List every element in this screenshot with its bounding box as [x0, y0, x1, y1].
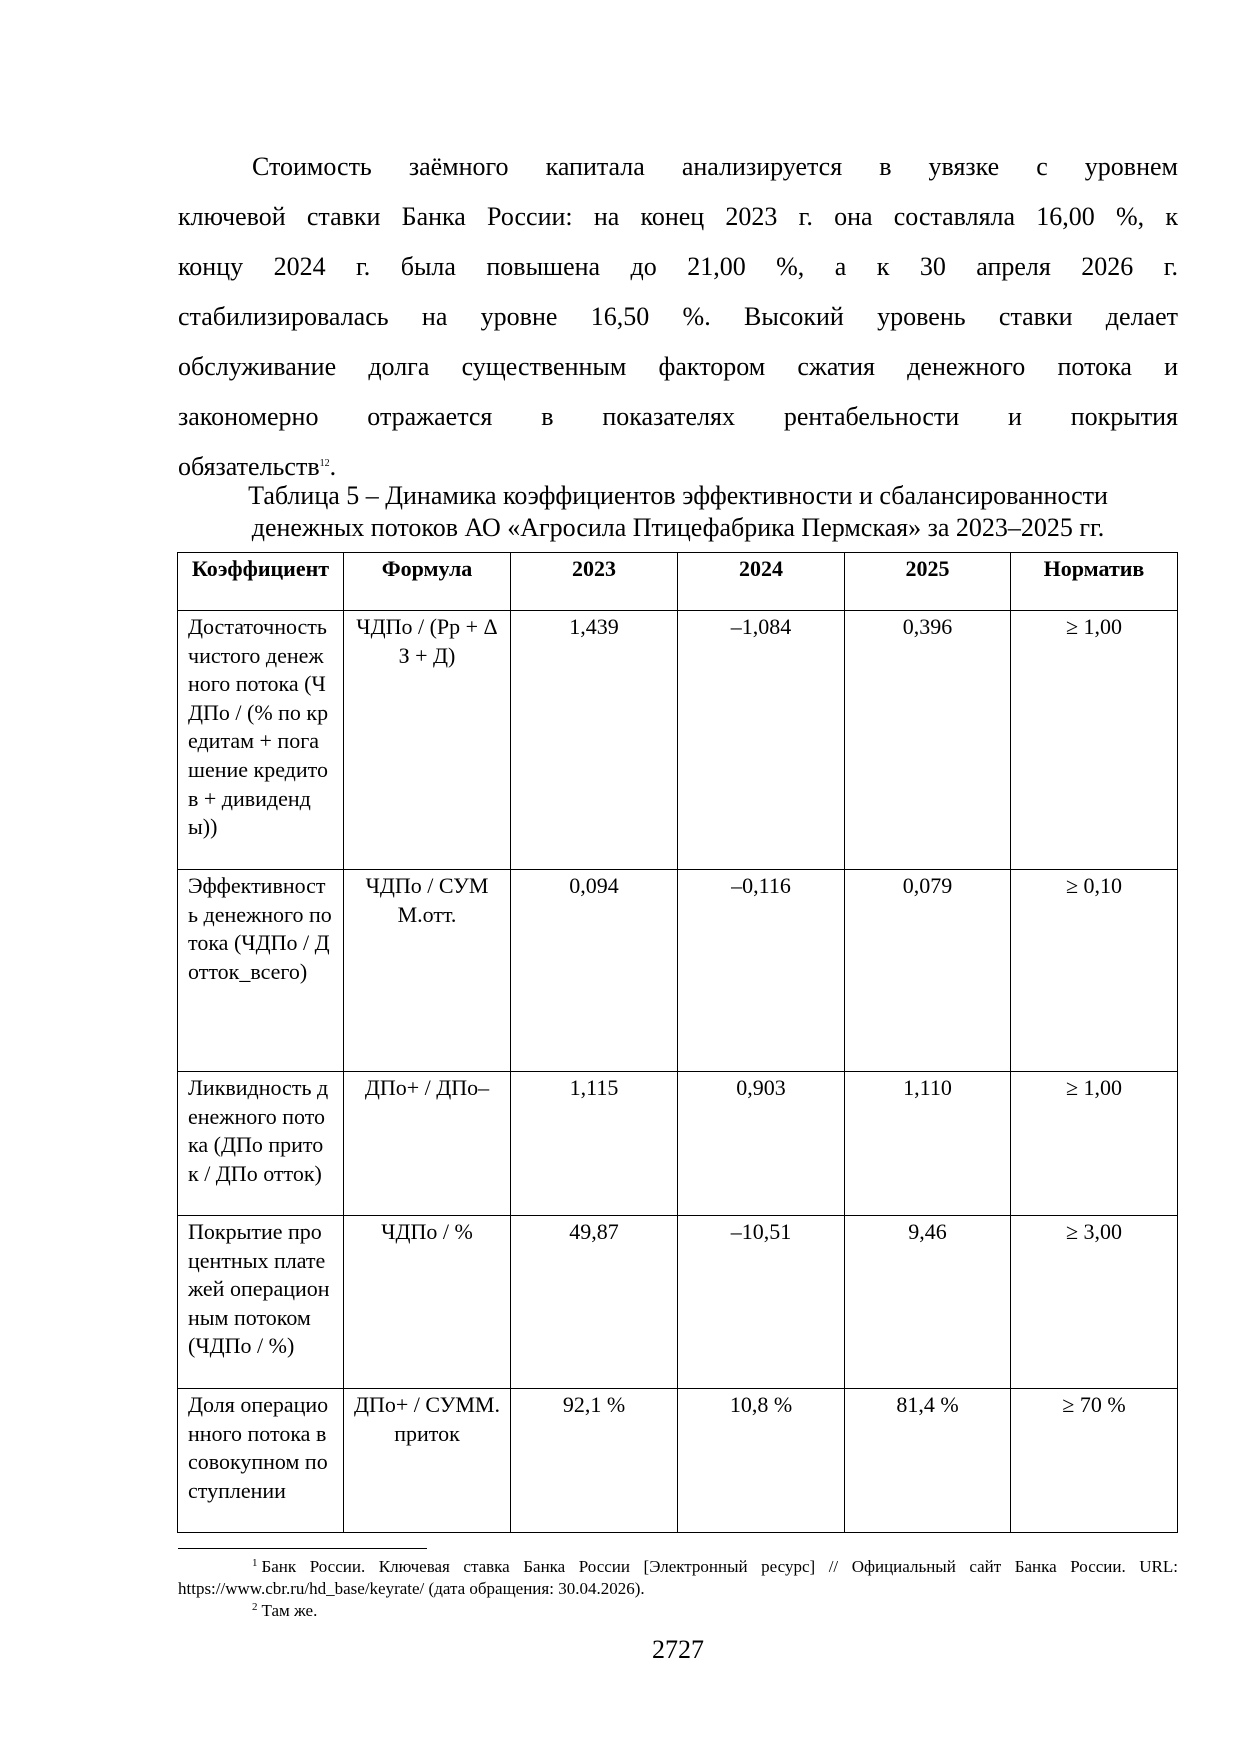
header-year-2025: 2025: [845, 553, 1011, 611]
value-2025-cell: 9,46: [845, 1216, 1011, 1389]
header-formula: Формула: [344, 553, 511, 611]
caption-line-2: денежных потоков АО «Агросила Птицефабрика Пермская» за 2023–2025 гг.: [251, 513, 1105, 542]
value-2023-cell: 49,87: [511, 1216, 678, 1389]
value-2024-cell: –10,51: [678, 1216, 845, 1389]
value-2024-cell: 0,903: [678, 1072, 845, 1216]
footnote-reference: 12: [319, 458, 330, 469]
page-number: 2727: [652, 1635, 704, 1664]
header-norm: Норматив: [1011, 553, 1178, 611]
footnote-text: Банк России. Ключевая ставка Банка России [Электронный ресурс] // Официальный сайт Банка России. URL: https://www.cbr.ru/hd_base/keyrate/ (дата обращения: 30.04.2026).: [178, 1557, 1178, 1598]
paragraph-line: обслуживание долга существенным фактором сжатия денежного потока и: [178, 352, 1178, 381]
value-2023-cell: 1,115: [511, 1072, 678, 1216]
body-paragraph: [178, 142, 1178, 492]
value-2024-cell: –0,116: [678, 870, 845, 1072]
coefficient-cell: Ликвидность денежного потока (ДПо приток / ДПо отток): [178, 1072, 344, 1216]
value-2025-cell: 1,110: [845, 1072, 1011, 1216]
table-row: [178, 1072, 1178, 1216]
footnote-mark: 1: [252, 1557, 258, 1569]
table-row: [178, 1389, 1178, 1533]
formula-cell: ДПо+ / ДПо–: [344, 1072, 511, 1216]
footnote-1: [178, 1556, 1178, 1600]
paragraph-line: стабилизировалась на уровне 16,50 %. Высокий уровень ставки делает: [178, 302, 1178, 331]
coefficient-cell: Достаточность чистого денежного потока (ЧДПо / (% по кредитам + погашение кредитов + дивиденды)): [178, 611, 344, 870]
paragraph-line: ключевой ставки Банка России: на конец 2023 г. она составляла 16,00 %, к: [178, 202, 1178, 231]
coefficients-table: [177, 552, 1178, 1533]
norm-cell: ≥ 70 %: [1011, 1389, 1178, 1533]
paragraph-line: Стоимость заёмного капитала анализируется в увязке с уровнем: [252, 152, 1178, 181]
footnote-text: Там же.: [261, 1601, 318, 1620]
value-2025-cell: 81,4 %: [845, 1389, 1011, 1533]
table-row: [178, 870, 1178, 1072]
header-coefficient: Коэффициент: [178, 553, 344, 611]
norm-cell: ≥ 0,10: [1011, 870, 1178, 1072]
header-year-2024: 2024: [678, 553, 845, 611]
footnotes: [178, 1556, 1178, 1622]
table-row: [178, 611, 1178, 870]
caption-line-1: Таблица 5 – Динамика коэффициентов эффективности и сбалансированности: [248, 481, 1108, 510]
formula-cell: ЧДПо / СУММ.отт.: [344, 870, 511, 1072]
value-2023-cell: 0,094: [511, 870, 678, 1072]
coefficient-cell: Эффективность денежного потока (ЧДПо / Дотток_всего): [178, 870, 344, 1072]
formula-cell: ЧДПо / %: [344, 1216, 511, 1389]
value-2024-cell: –1,084: [678, 611, 845, 870]
formula-cell: ДПо+ / СУММ.приток: [344, 1389, 511, 1533]
coefficient-cell: Покрытие процентных платежей операционным потоком (ЧДПо / %): [178, 1216, 344, 1389]
value-2023-cell: 1,439: [511, 611, 678, 870]
value-2025-cell: 0,079: [845, 870, 1011, 1072]
norm-cell: ≥ 3,00: [1011, 1216, 1178, 1389]
paragraph-line: концу 2024 г. была повышена до 21,00 %, а к 30 апреля 2026 г.: [178, 252, 1178, 281]
table-caption: [178, 480, 1178, 544]
value-2023-cell: 92,1 %: [511, 1389, 678, 1533]
table-header-row: [178, 553, 1178, 611]
norm-cell: ≥ 1,00: [1011, 1072, 1178, 1216]
footnote-2: [178, 1600, 1178, 1622]
footnote-mark: 2: [252, 1601, 258, 1613]
header-year-2023: 2023: [511, 553, 678, 611]
coefficient-cell: Доля операционного потока в совокупном поступлении: [178, 1389, 344, 1533]
paragraph-end-punctuation: .: [329, 452, 337, 481]
paragraph-line-text: обязательств: [178, 452, 320, 481]
norm-cell: ≥ 1,00: [1011, 611, 1178, 870]
footnote-separator: [178, 1548, 427, 1549]
value-2025-cell: 0,396: [845, 611, 1011, 870]
value-2024-cell: 10,8 %: [678, 1389, 845, 1533]
formula-cell: ЧДПо / (Рр + ΔЗ + Д): [344, 611, 511, 870]
table-row: [178, 1216, 1178, 1389]
paragraph-line: закономерно отражается в показателях рентабельности и покрытия: [178, 402, 1178, 431]
